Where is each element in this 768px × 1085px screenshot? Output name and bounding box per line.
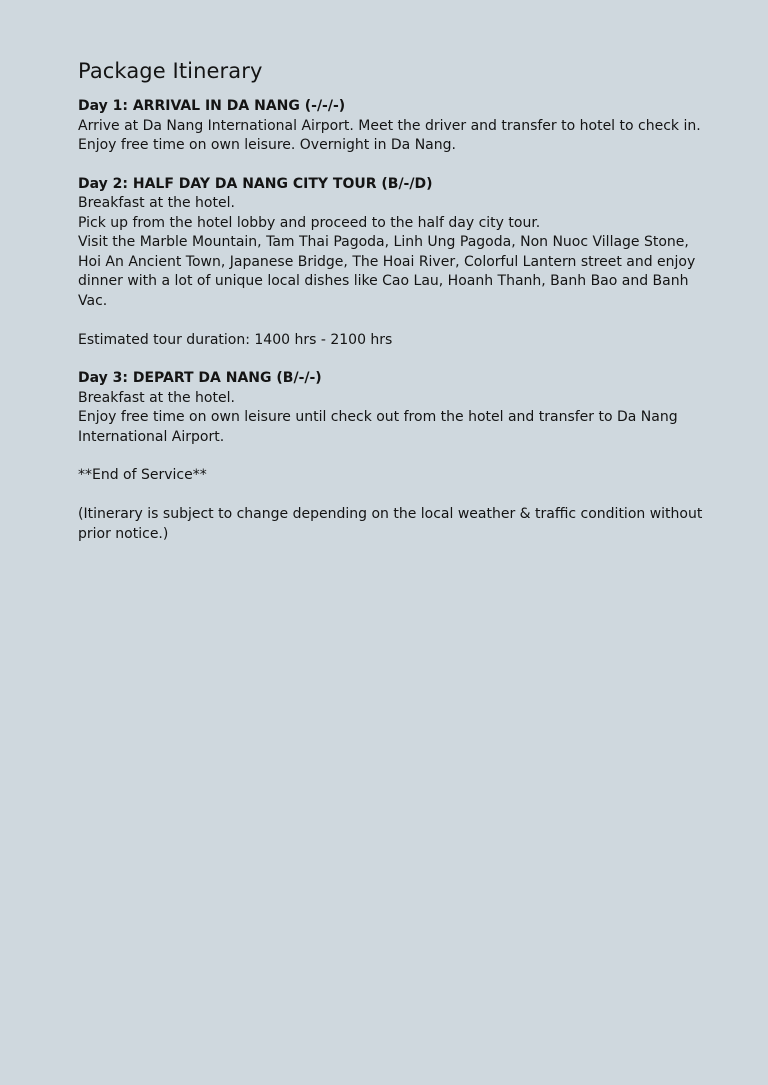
day-2-line-3: Visit the Marble Mountain, Tam Thai Pagoda, Linh Ung Pagoda, Non Nuoc Village Stone, Hoi An Ancient Town, Japanese Bridge, The Hoai River, Colorful Lantern street and enjoy dinner with a lot of unique local dishes like Cao Lau, Hoanh Thanh, Banh Bao and Banh Vac. [78,234,696,309]
disclaimer: (Itinerary is subject to change depending on the local weather & traffic condition without prior notice.) [78,506,703,542]
day-2-line-2: Pick up from the hotel lobby and proceed to the half day city tour. [78,214,541,231]
spacer [78,311,708,331]
page-title: Package Itinerary [78,59,263,83]
day-3-heading: Day 3: DEPART DA NANG (B/-/-) [78,370,322,386]
day-1-line-2: Enjoy free time on own leisure. Overnight in Da Nang. [78,137,456,153]
day-1-line-1: Arrive at Da Nang International Airport. Meet the driver and transfer to hotel to check in. [78,117,701,134]
day-2-duration-note: Estimated tour duration: 1400 hrs - 2100 hrs [78,331,393,348]
day-1-heading: Day 1: ARRIVAL IN DA NANG (-/-/-) [78,98,346,114]
day-1-section [78,97,708,156]
day-3-section [78,369,708,447]
day-2-section [78,175,708,351]
end-of-service: **End of Service** [78,467,207,483]
day-3-line-1: Breakfast at the hotel. [78,389,235,406]
day-2-line-1: Breakfast at the hotel. [78,195,235,211]
day-3-line-2: Enjoy free time on own leisure until check out from the hotel and transfer to Da Nang International Airport. [78,409,678,445]
day-2-heading: Day 2: HALF DAY DA NANG CITY TOUR (B/-/D) [78,175,433,192]
